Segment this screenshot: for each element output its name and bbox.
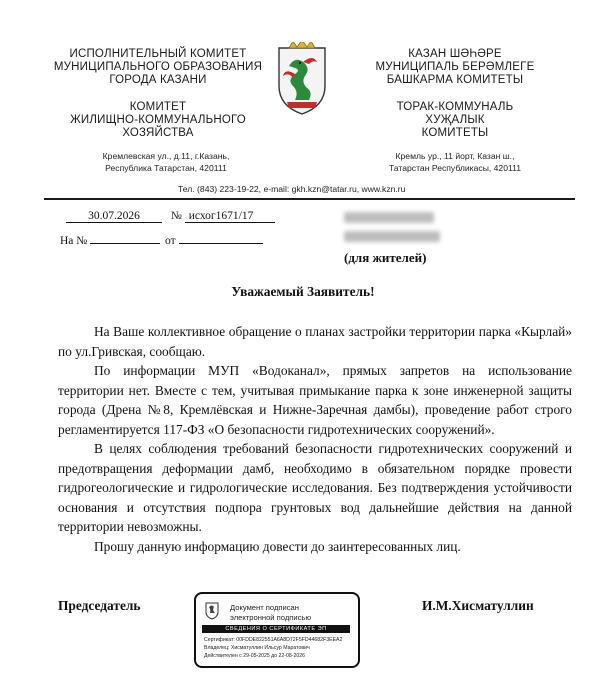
signatory-position: Председатель	[58, 598, 141, 613]
committee-line: ТОРАК-КОММУНАЛЬ	[396, 101, 514, 113]
org-line: ИСПОЛНИТЕЛЬНЫЙ КОМИТЕТ	[69, 48, 247, 60]
header-right-committee	[342, 101, 568, 140]
reply-to-date-blank	[179, 231, 263, 244]
header-left-org	[44, 48, 272, 87]
stamp-bar: СВЕДЕНИЯ О СЕРТИФИКАТЕ ЭП	[202, 625, 350, 633]
paragraph: По информации МУП «Водоканал», прямых запретов на использование территории нет. Вместе с тем, учитывая примыкание парка к зоне инженерной защиты города (Дрена №8, Кремлёвская и Нижне-Заречная дамбы), проведение работ строго регламентируется 117-ФЗ «О безопасности гидротехнических сооружений».	[58, 363, 572, 437]
address-line: Кремль ур., 11 йорт, Казан ш.,	[395, 151, 515, 161]
salutation: Уважаемый Заявитель!	[231, 284, 375, 299]
reg-num-sign: №	[170, 210, 182, 222]
header-right-org	[342, 48, 568, 87]
org-line: КАЗАН ШӘҺӘРЕ	[408, 48, 502, 60]
stamp-title-2: электронной подписью	[230, 613, 312, 622]
org-line: МУНИЦИПАЛЬНОГО ОБРАЗОВАНИЯ	[53, 61, 263, 73]
kazan-coat-of-arms-icon	[275, 42, 329, 116]
org-line: БАШКАРМА КОМИТЕТЫ	[386, 74, 524, 86]
recipient-redacted-line-1	[344, 212, 434, 223]
address-line: Кремлевская ул., д.11, г.Казань,	[102, 151, 230, 161]
committee-line: ХУҖАЛЫК	[425, 114, 485, 126]
header-right-address	[350, 150, 560, 174]
reply-to-from-label: от	[165, 235, 176, 247]
address-line: Татарстан Республикасы, 420111	[388, 163, 522, 173]
header-left-address	[66, 150, 266, 174]
reg-date-line	[66, 210, 275, 223]
address-line: Республика Татарстан, 420111	[105, 163, 227, 173]
header-contacts: Тел. (843) 223-19-22, e-mail: gkh.kzn@tatar.ru, www.kzn.ru	[178, 184, 406, 194]
stamp-owner: Владелец: Хисматуллин Ильсур Маратович	[204, 645, 310, 651]
org-line: МУНИЦИПАЛЬ БЕРӘМЛЕГЕ	[375, 61, 535, 73]
e-signature-stamp	[194, 592, 360, 668]
reg-number: исхог1671/17	[185, 210, 275, 223]
stamp-certificate: Сертификат: 00FDDE822551A6A8D72F5FD44682F3EEA2	[204, 637, 343, 643]
signatory-name: И.М.Хисматуллин	[422, 598, 534, 613]
header-left-committee	[44, 101, 272, 140]
reply-to-number-blank	[90, 231, 160, 244]
stamp-valid: Действителен с 29-05-2025 до 22-08-2026	[204, 653, 306, 659]
paragraph: На Ваше коллективное обращение о планах застройки территории парка «Кырлай» по ул.Гривская, сообщаю.	[58, 324, 572, 359]
letter-body	[58, 322, 572, 556]
org-line: ГОРОДА КАЗАНИ	[109, 74, 207, 86]
committee-line: КОМИТЕТЫ	[421, 127, 489, 139]
recipient-redacted-line-2	[344, 231, 440, 242]
emblem-icon	[204, 600, 220, 620]
paragraph: Прошу данную информацию довести до заинтересованных лиц.	[94, 538, 461, 554]
stamp-title-1: Документ подписан	[230, 603, 299, 612]
reply-to-line	[60, 231, 263, 247]
committee-line: КОМИТЕТ	[129, 101, 187, 113]
committee-line: ЖИЛИЩНО-КОММУНАЛЬНОГО	[70, 114, 246, 126]
header-divider	[44, 198, 575, 200]
reg-date: 30.07.2026	[66, 210, 162, 223]
reply-to-label: На №	[60, 235, 88, 247]
committee-line: ХОЗЯЙСТВА	[122, 127, 194, 139]
recipient-note: (для жителей)	[344, 250, 427, 265]
paragraph: В целях соблюдения требований безопасности гидротехнических сооружений и предотвращения деформации дамб, необходимо в обязательном порядке провести гидрогеологические и гидрологические исследования. Без подтверждения устойчивости основания и отсутствия подпора грунтовых вод дальнейшие действия на данной территории невозможны.	[58, 441, 572, 534]
